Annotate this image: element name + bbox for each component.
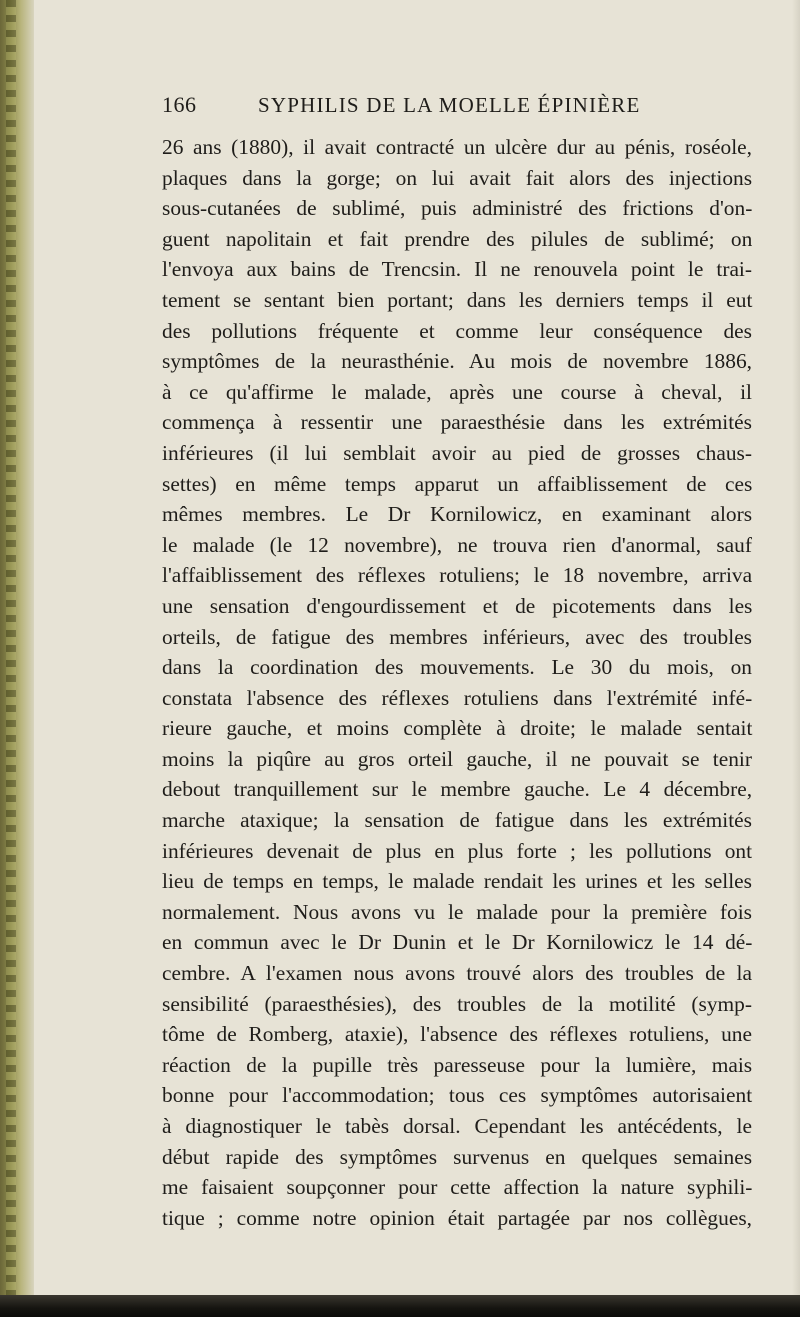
text-line: en commun avec le Dr Dunin et le Dr Kornilowicz le 14 dé- xyxy=(162,930,753,955)
book-page xyxy=(162,92,752,1233)
text-line: tement se sentant bien portant; dans les derniers temps il eut xyxy=(162,287,753,312)
text-line: l'affaiblissement des réflexes rotuliens; le 18 novembre, arriva xyxy=(162,563,753,588)
text-line: me faisaient soupçonner pour cette affection la nature syphili- xyxy=(162,1175,753,1200)
book-binding-edge xyxy=(0,0,34,1317)
text-line: à ce qu'affirme le malade, après une course à cheval, il xyxy=(162,379,752,404)
text-line: inférieures (il lui semblait avoir au pied de grosses chaus- xyxy=(162,440,752,465)
text-line: à diagnostiquer le tabès dorsal. Cependant les antécédents, le xyxy=(162,1114,752,1138)
text-line: debout tranquillement sur le membre gauche. Le 4 décembre, xyxy=(162,777,753,802)
text-line: rieure gauche, et moins complète à droite; le malade sentait xyxy=(162,716,753,741)
running-title: SYPHILIS DE LA MOELLE ÉPINIÈRE xyxy=(258,93,641,117)
text-line: symptômes de la neurasthénie. Au mois de novembre 1886, xyxy=(162,349,752,374)
text-line: des pollutions fréquente et comme leur conséquence des xyxy=(162,318,752,343)
text-line: une sensation d'engourdissement et de picotements dans les xyxy=(162,593,753,618)
text-line: inférieures devenait de plus en plus forte ; les pollutions ont xyxy=(162,838,753,863)
text-line: 26 ans (1880), il avait contracté un ulcère dur au pénis, roséole, xyxy=(162,135,752,159)
text-line: l'envoya aux bains de Trencsin. Il ne renouvela point le trai- xyxy=(162,257,752,282)
text-line: mêmes membres. Le Dr Kornilowicz, en examinant alors xyxy=(162,502,753,527)
text-line: constata l'absence des réflexes rotuliens dans l'extrémité infé- xyxy=(162,685,753,710)
text-line: début rapide des symptômes survenus en quelques semaines xyxy=(162,1144,753,1169)
page-bottom-edge xyxy=(0,1295,800,1317)
text-line: sensibilité (paraesthésies), des troubles de la motilité (symp- xyxy=(162,991,752,1016)
text-line: le malade (le 12 novembre), ne trouva rien d'anormal, sauf xyxy=(162,532,752,557)
text-line: plaques dans la gorge; on lui avait fait alors des injections xyxy=(162,165,753,190)
text-line: guent napolitain et fait prendre des pilules de sublimé; on xyxy=(162,226,753,251)
text-line: réaction de la pupille très paresseuse pour la lumière, mais xyxy=(162,1052,753,1077)
text-line: cembre. A l'examen nous avons trouvé alors des troubles de la xyxy=(162,961,752,986)
text-line: sous-cutanées de sublimé, puis administré des frictions d'on- xyxy=(162,196,753,221)
text-line: commença à ressentir une paraesthésie dans les extrémités xyxy=(162,410,752,435)
text-line: dans la coordination des mouvements. Le 30 du mois, on xyxy=(162,655,752,680)
body-text xyxy=(162,132,752,1233)
text-line: marche ataxique; la sensation de fatigue dans les extrémités xyxy=(162,808,752,833)
text-line: tique ; comme notre opinion était partagée par nos collègues, xyxy=(162,1205,752,1230)
text-line: lieu de temps en temps, le malade rendait les urines et les selles xyxy=(162,869,752,894)
text-line: tôme de Romberg, ataxie), l'absence des réflexes rotuliens, une xyxy=(162,1022,752,1047)
text-line: orteils, de fatigue des membres inférieurs, avec des troubles xyxy=(162,624,753,649)
page-number: 166 xyxy=(162,92,197,117)
text-line: moins la piqûre au gros orteil gauche, il ne pouvait se tenir xyxy=(162,746,752,771)
text-line: settes) en même temps apparut un affaiblissement de ces xyxy=(162,471,753,496)
text-line: normalement. Nous avons vu le malade pour la première fois xyxy=(162,899,752,924)
page-header xyxy=(162,92,752,128)
text-line: bonne pour l'accommodation; tous ces symptômes autorisaient xyxy=(162,1083,753,1108)
page-right-edge xyxy=(792,0,800,1317)
